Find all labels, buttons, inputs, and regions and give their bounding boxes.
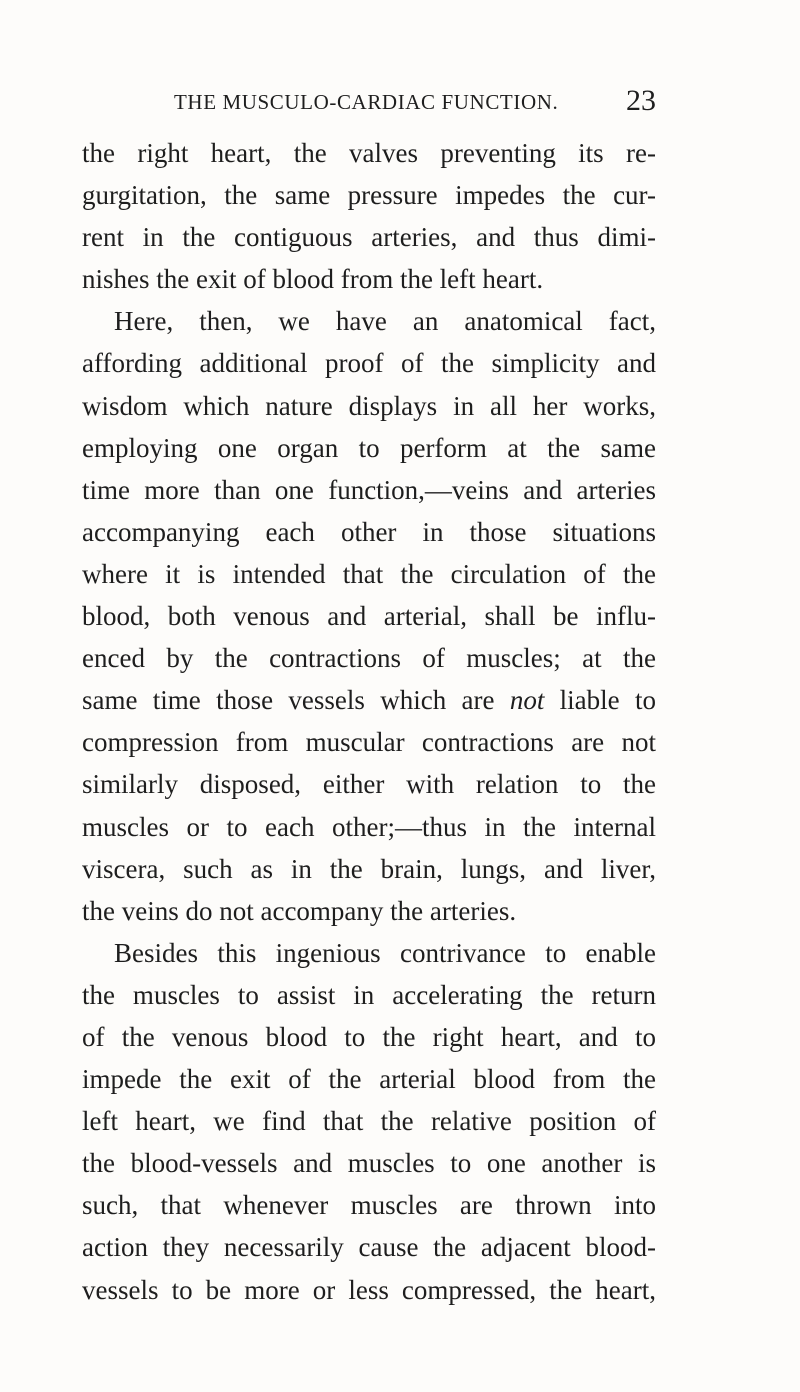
text-line: impede the exit of the arterial blood from the (82, 1064, 656, 1095)
text-line: the blood-vessels and muscles to one another is (82, 1148, 656, 1179)
text-line: affording additional proof of the simplicity and (82, 348, 656, 379)
text-line: gurgitation, the same pressure impedes the cur- (82, 180, 656, 211)
running-title: THE MUSCULO-CARDIAC FUNCTION. (174, 90, 559, 114)
text-line: left heart, we find that the relative position of (82, 1106, 656, 1137)
text-line: Besides this ingenious contrivance to enable (114, 937, 656, 968)
text-segment: same time those vessels which are (82, 685, 510, 716)
text-line: employing one organ to perform at the same (82, 432, 656, 463)
text-line: the veins do not accompany the arteries. (82, 895, 517, 926)
text-line: muscles or to each other;—thus in the internal (82, 811, 656, 842)
text-line: where it is intended that the circulation of the (82, 558, 656, 589)
running-head (82, 84, 656, 124)
text-line: enced by the contractions of muscles; at the (82, 643, 656, 674)
text-line (82, 679, 656, 721)
text-line: the right heart, the valves preventing its re- (82, 138, 656, 168)
book-page (82, 84, 656, 1311)
text-line: nishes the exit of blood from the left heart. (82, 264, 544, 295)
body-text (82, 132, 656, 1311)
text-line: similarly disposed, either with relation to the (82, 769, 656, 800)
text-line: of the venous blood to the right heart, and to (82, 1021, 656, 1052)
text-line: time more than one function,—veins and arteries (82, 474, 656, 505)
page-number: 23 (626, 84, 656, 117)
text-line: accompanying each other in those situations (82, 516, 656, 547)
text-line: blood, both venous and arterial, shall be influ- (82, 601, 656, 632)
text-line: vessels to be more or less compressed, the heart, (82, 1274, 656, 1305)
text-segment: liable to (544, 685, 656, 716)
text-line: the muscles to assist in accelerating the return (82, 979, 656, 1010)
text-line: compression from muscular contractions are not (82, 727, 656, 758)
text-line: action they necessarily cause the adjacent blood- (82, 1232, 656, 1263)
text-line: Here, then, we have an anatomical fact, (114, 306, 656, 337)
text-line: such, that whenever muscles are thrown into (82, 1190, 656, 1221)
text-line: rent in the contiguous arteries, and thus dimi- (82, 222, 656, 253)
text-line: viscera, such as in the brain, lungs, and liver, (82, 853, 656, 884)
emphasis-text: not (509, 685, 545, 716)
text-line: wisdom which nature displays in all her works, (82, 390, 656, 421)
